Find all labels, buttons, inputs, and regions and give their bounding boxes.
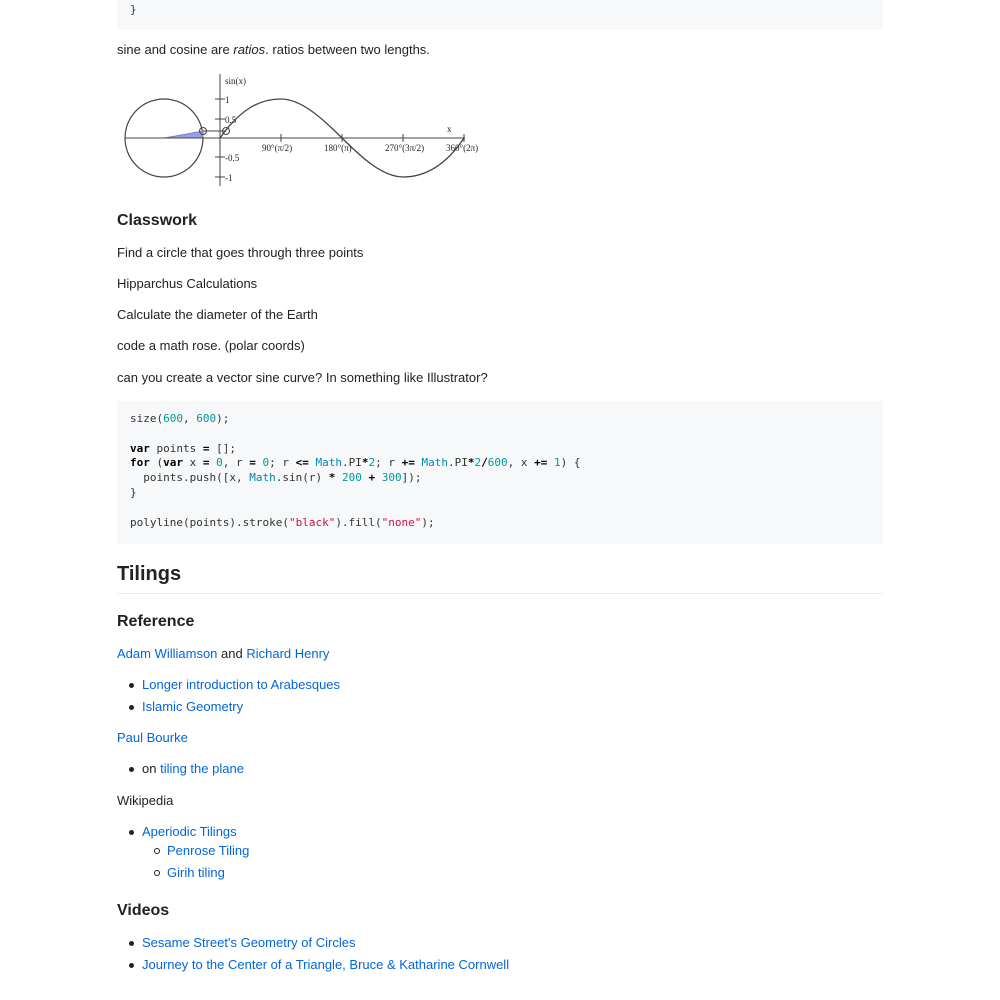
sine-circle-figure [117, 68, 487, 192]
bourke-links-list [117, 760, 244, 782]
classwork-item: can you create a vector sine curve? In something like Illustrator? [117, 370, 488, 385]
intro-text-after: . ratios between two lengths. [265, 42, 430, 57]
triangle-journey-video-link[interactable]: Journey to the Center of a Triangle, Bruce & Katharine Cornwell [142, 957, 510, 972]
code-block-sine-text: size(600, 600); var points = []; for (var x = 0, r = 0; r <= Math.PI*2; r += Math.PI*2/600, x += 1) { points.push([x, Math.sin(r) * 200 + 300]); } polyline(points).stroke("black").fill("none"); [130, 412, 581, 529]
videos-list [117, 934, 509, 978]
list-item [142, 760, 244, 778]
williamson-links-list [117, 676, 340, 720]
code-block-previous [117, 0, 883, 30]
list-item [142, 698, 340, 716]
videos-heading: Videos [117, 902, 170, 919]
y-axis-label: sin(x) [225, 76, 246, 86]
classwork-item: code a math rose. (polar coords) [117, 338, 305, 353]
classwork-item: Find a circle that goes through three points [117, 245, 364, 260]
reference-heading: Reference [117, 613, 195, 630]
tiling-the-plane-link[interactable]: tiling the plane [160, 761, 244, 776]
classwork-heading: Classwork [117, 212, 198, 229]
wikipedia-links-list [117, 823, 249, 886]
intro-paragraph [117, 41, 430, 59]
islamic-geometry-link[interactable]: Islamic Geometry [142, 699, 244, 714]
authors-paragraph [117, 645, 329, 663]
wikipedia-sub-list [142, 842, 249, 882]
sub-list-item [167, 864, 249, 882]
code-block-sine [117, 401, 883, 544]
girih-tiling-link[interactable]: Girih tiling [167, 865, 225, 880]
intro-text-before: sine and cosine are [117, 42, 234, 57]
wikipedia-label: Wikipedia [117, 793, 174, 808]
richard-henry-link[interactable]: Richard Henry [246, 646, 330, 661]
sub-list-item [167, 842, 249, 860]
list-item [142, 823, 249, 882]
y-tick-label-m1: -1 [225, 173, 233, 183]
penrose-tiling-link[interactable]: Penrose Tiling [167, 843, 250, 858]
authors-and-text: and [217, 646, 247, 661]
bourke-paragraph [117, 729, 188, 747]
list-item [142, 934, 509, 952]
aperiodic-tilings-link[interactable]: Aperiodic Tilings [142, 824, 237, 839]
angle-wedge [164, 131, 203, 138]
code-block-previous-text: } [130, 3, 137, 16]
x-tick-label-270: 270°(3π/2) [385, 143, 425, 153]
tilings-heading: Tilings [117, 561, 883, 594]
y-tick-label-1: 1 [225, 95, 230, 105]
y-tick-label-05: 0.5 [225, 115, 237, 125]
x-tick-label-180: 180°(π) [324, 143, 352, 153]
paul-bourke-link[interactable]: Paul Bourke [117, 730, 188, 745]
x-tick-label-360: 360°(2π) [446, 143, 479, 153]
x-tick-label-90: 90°(π/2) [262, 143, 293, 153]
sesame-street-video-link[interactable]: Sesame Street's Geometry of Circles [142, 935, 356, 950]
x-axis-label: x [447, 124, 452, 134]
arabesques-link[interactable]: Longer introduction to Arabesques [142, 677, 341, 692]
list-item [142, 956, 509, 974]
y-tick-label-m05: -0.5 [225, 153, 240, 163]
list-item [142, 676, 340, 694]
bourke-prefix-text: on [142, 761, 161, 776]
classwork-item: Hipparchus Calculations [117, 276, 258, 291]
adam-williamson-link[interactable]: Adam Williamson [117, 646, 218, 661]
classwork-item: Calculate the diameter of the Earth [117, 307, 318, 322]
intro-emphasis: ratios [233, 42, 266, 57]
